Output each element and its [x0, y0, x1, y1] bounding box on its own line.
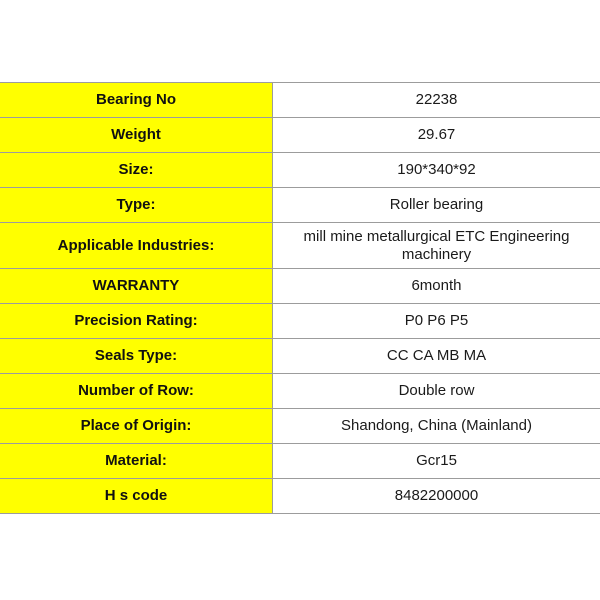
table-row	[0, 223, 600, 269]
row-label: Seals Type:	[0, 339, 273, 374]
row-label: Precision Rating:	[0, 304, 273, 339]
row-value: 29.67	[273, 118, 600, 153]
row-label: Applicable Industries:	[0, 223, 273, 269]
table-row	[0, 304, 600, 339]
row-value: mill mine metallurgical ETC Engineering machinery	[273, 223, 600, 269]
row-value: 6month	[273, 269, 600, 304]
row-value: P0 P6 P5	[273, 304, 600, 339]
row-value: Gcr15	[273, 444, 600, 479]
table-row	[0, 409, 600, 444]
row-value: CC CA MB MA	[273, 339, 600, 374]
row-label: Number of Row:	[0, 374, 273, 409]
row-value: 22238	[273, 83, 600, 118]
spec-table	[0, 82, 600, 514]
row-label: Place of Origin:	[0, 409, 273, 444]
row-value: Roller bearing	[273, 188, 600, 223]
row-label: Weight	[0, 118, 273, 153]
table-row	[0, 83, 600, 118]
row-value: 190*340*92	[273, 153, 600, 188]
table-row	[0, 479, 600, 514]
table-row	[0, 153, 600, 188]
row-value: 8482200000	[273, 479, 600, 514]
row-label: Size:	[0, 153, 273, 188]
table-row	[0, 444, 600, 479]
row-label: Type:	[0, 188, 273, 223]
row-value: Shandong, China (Mainland)	[273, 409, 600, 444]
row-label: WARRANTY	[0, 269, 273, 304]
table-row	[0, 374, 600, 409]
row-label: Material:	[0, 444, 273, 479]
table-row	[0, 188, 600, 223]
row-label: Bearing No	[0, 83, 273, 118]
table-row	[0, 118, 600, 153]
table-row	[0, 269, 600, 304]
row-value: Double row	[273, 374, 600, 409]
table-row	[0, 339, 600, 374]
row-label: H s code	[0, 479, 273, 514]
